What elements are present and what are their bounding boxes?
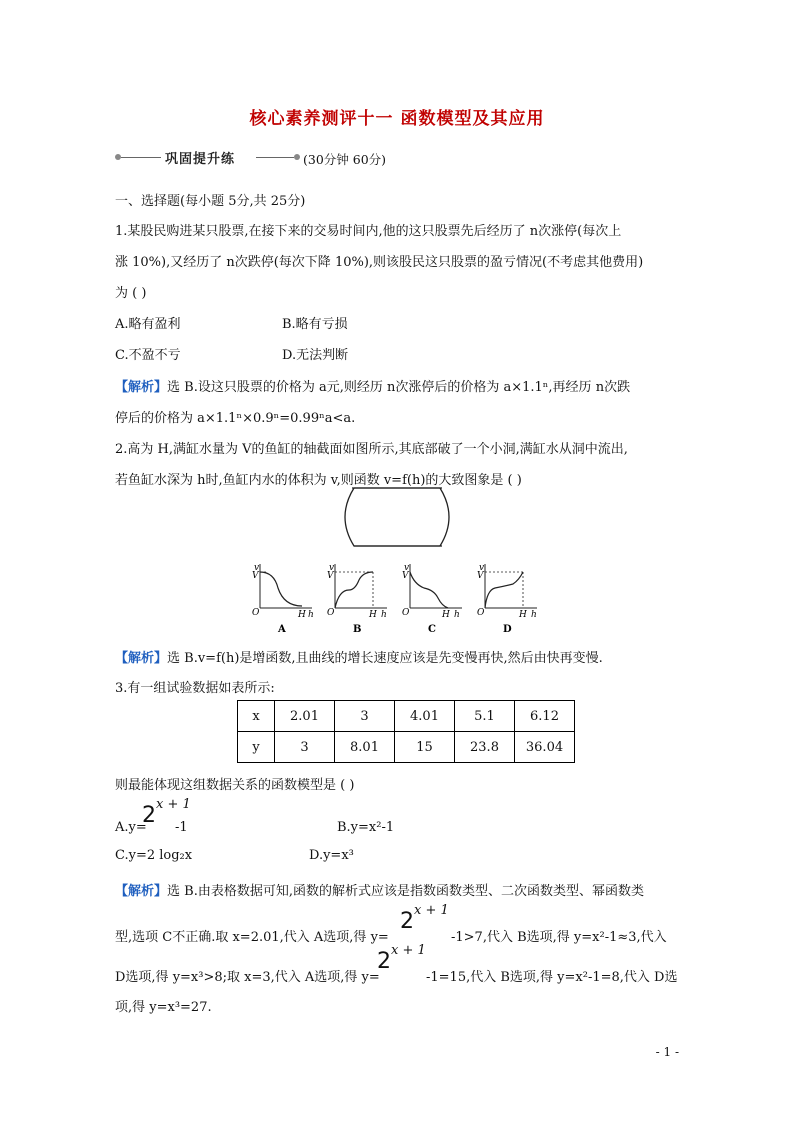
q3-answer-line2-suffix: -1>7,代入 B选项,得 y=x²-1≈3,代入 [451,930,667,945]
q3-answer-line3-prefix: D选项,得 y=x³>8;取 x=3,代入 A选项,得 y= [115,970,380,985]
q2-answer-line [115,647,603,666]
table-cell: 36.04 [515,732,575,763]
q1-option-c: C.不盈不亏 [115,348,181,363]
graph-b-axis-h: h [381,610,387,620]
q3-answer-line4: 项,得 y=x³=27. [115,1000,212,1015]
q2-line2: 若鱼缸水深为 h时,鱼缸内水的体积为 v,则函数 v=f(h)的大致图象是 ( ) [115,473,522,488]
q3-option-a-prefix: A.y= [115,820,147,835]
table-cell: 23.8 [455,732,515,763]
badge-rule-right [256,157,294,158]
table-cell: y [238,732,275,763]
graph-b-axis-O: O [327,608,335,618]
q3-jiexi-label: 【解析】 [115,884,168,899]
graph-c-axis-H: H [442,610,450,620]
graph-c-axis-V: V [402,571,409,581]
graph-d-axis-h: h [531,610,537,620]
q1-jiexi-label: 【解析】 [115,380,168,395]
part-heading: 一、选择题(每小题 5分,共 25分) [115,194,306,209]
q3-line1: 3.有一组试验数据如表所示: [115,681,275,696]
badge-rule-left [121,157,161,158]
graph-d-axis-v: v [479,563,485,573]
time-info: (30分钟 60分) [303,152,387,167]
graph-a-axis-V: V [252,571,259,581]
table-row-x [238,701,575,732]
graph-b-label: B [353,624,362,635]
q2-answer-text: 选 B.v=f(h)是增函数,且曲线的增长速度应该是先变慢再快,然后由快再变慢. [167,651,603,666]
graph-d-label: D [503,624,512,635]
graph-c [402,563,462,635]
table-cell: 3 [335,701,395,732]
graph-c-axis-v: v [404,563,410,573]
graph-a-label: A [278,624,286,635]
data-table [237,700,575,763]
table-cell: x [238,701,275,732]
graph-a-axis-v: v [254,563,260,573]
q3-option-c: C.y=2 log₂x [115,848,193,863]
section-badge [115,148,300,166]
q1-answer-line1 [115,376,630,395]
graph-a-axis-h: h [308,610,314,620]
q1-line1: 1.某股民购进某只股票,在接下来的交易时间内,他的这只股票先后经历了 n次涨停(每次上 [115,224,622,239]
graph-b-axis-V: V [327,571,334,581]
table-cell: 5.1 [455,701,515,732]
table-cell: 2.01 [275,701,335,732]
badge-dot-right [294,154,300,160]
graph-c-label: C [428,624,436,635]
q3-option-a-base: 2 [142,803,156,828]
graph-b-axis-H: H [369,610,377,620]
q3-line2: 则最能体现这组数据关系的函数模型是 ( ) [115,778,355,793]
graph-c-axis-h: h [454,610,460,620]
table-cell: 6.12 [515,701,575,732]
q3-answer-line3-exponent: x + 1 [391,943,426,958]
graph-a [252,563,314,635]
badge-label: 巩固提升练 [165,152,236,167]
graph-d-axis-O: O [477,608,485,618]
page-number: - 1 - [655,1045,679,1059]
table-cell: 8.01 [335,732,395,763]
q2-line1: 2.高为 H,满缸水量为 V的鱼缸的轴截面如图所示,其底部破了一个小洞,满缸水从洞中流出, [115,442,628,457]
graph-d [477,563,537,635]
page-title: 核心素养测评十一 函数模型及其应用 [249,109,545,129]
graph-a-axis-O: O [252,608,260,618]
q1-option-a: A.略有盈利 [115,317,181,332]
graph-b [327,563,387,635]
q1-answer-text1: 选 B.设这只股票的价格为 a元,则经历 n次涨停后的价格为 a×1.1ⁿ,再经历 n次跌 [167,380,631,395]
table-row-y [238,732,575,763]
q1-answer-line2: 停后的价格为 a×1.1ⁿ×0.9ⁿ=0.99ⁿa<a. [115,411,356,426]
q3-answer-line2-prefix: 型,选项 C不正确.取 x=2.01,代入 A选项,得 y= [115,930,389,945]
q1-line2: 涨 10%),又经历了 n次跌停(每次下降 10%),则该股民这只股票的盈亏情况(不考虑其他费用) [115,255,644,270]
q1-option-d: D.无法判断 [282,348,349,363]
graph-d-axis-V: V [477,571,484,581]
q3-answer-line2-base: 2 [400,909,414,934]
table-cell: 3 [275,732,335,763]
graph-d-axis-H: H [519,610,527,620]
graph-a-axis-H: H [298,610,306,620]
q3-answer-line2-exponent: x + 1 [414,903,449,918]
q3-answer-line3-base: 2 [377,949,391,974]
table-cell: 4.01 [395,701,455,732]
answer-graphs [250,560,550,638]
fish-tank-diagram [340,484,460,552]
q3-answer-line3-suffix: -1=15,代入 B选项,得 y=x²-1=8,代入 D选 [426,970,678,985]
q3-answer-line1 [115,880,644,899]
q3-option-a-suffix: -1 [175,820,188,835]
q3-option-a-exponent: x + 1 [156,797,191,812]
graph-c-axis-O: O [402,608,410,618]
q2-jiexi-label: 【解析】 [115,651,168,666]
q1-line3: 为 ( ) [115,286,147,301]
q3-option-b: B.y=x²-1 [337,820,395,835]
q1-option-b: B.略有亏损 [282,317,348,332]
q3-option-d: D.y=x³ [309,848,354,863]
graph-b-axis-v: v [329,563,335,573]
table-cell: 15 [395,732,455,763]
q3-answer-text1: 选 B.由表格数据可知,函数的解析式应该是指数函数类型、二次函数类型、幂函数类 [167,884,644,899]
